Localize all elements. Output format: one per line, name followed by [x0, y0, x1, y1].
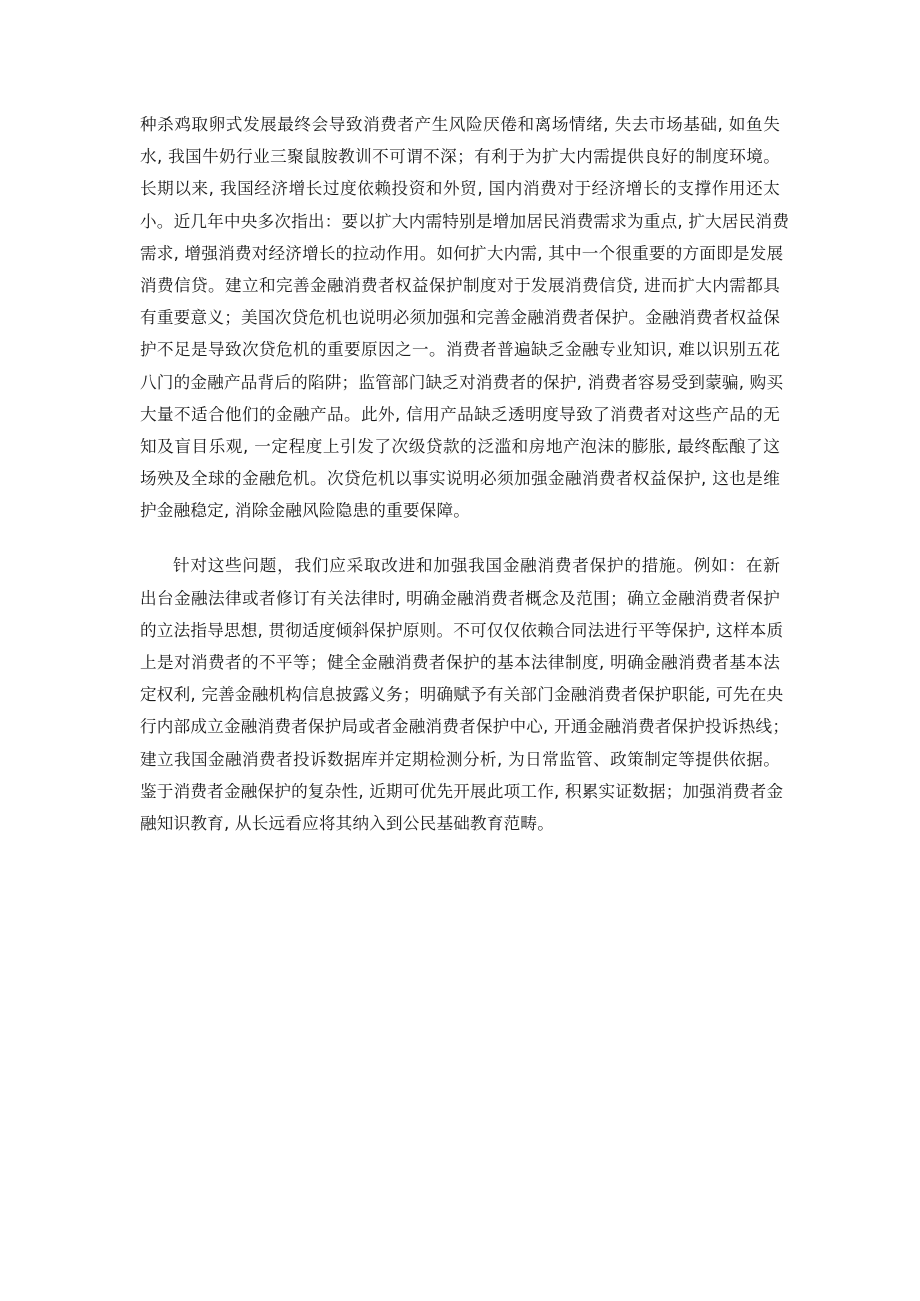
- text-line: 消费信贷。建立和完善金融消费者权益保护制度对于发展消费信贷, 进而扩大内需都具: [140, 275, 780, 295]
- text-line: 八门的金融产品背后的陷阱；监管部门缺乏对消费者的保护, 消费者容易受到蒙骗, 购买: [140, 372, 784, 392]
- text-line: 定权利, 完善金融机构信息披露义务；明确赋予有关部门金融消费者保护职能, 可先在央: [140, 685, 784, 705]
- text-line: 融知识教育, 从长远看应将其纳入到公民基础教育范畴。: [140, 813, 554, 833]
- text-line: 出台金融法律或者修订有关法律时, 明确金融消费者概念及范围；确立金融消费者保护: [140, 588, 780, 608]
- text-line: 针对这些问题，我们应采取改进和加强我国金融消费者保护的措施。例如：在新: [173, 556, 780, 576]
- text-line: 上是对消费者的不平等；健全金融消费者保护的基本法律制度, 明确金融消费者基本法: [140, 653, 780, 672]
- text-line: 护不足是导致次贷危机的重要原因之一。消费者普遍缺乏金融专业知识, 难以识别五花: [140, 340, 780, 360]
- text-line: 有重要意义；美国次贷危机也说明必须加强和完善金融消费者保护。金融消费者权益保: [140, 308, 780, 328]
- text-line: 的立法指导思想, 贯彻适度倾斜保护原则。不可仅仅依赖合同法进行平等保护, 这样本质: [140, 620, 784, 640]
- paragraph-2: [140, 550, 790, 840]
- text-line: 鉴于消费者金融保护的复杂性, 近期可优先开展此项工作, 积累实证数据；加强消费者金: [140, 781, 784, 801]
- paragraph-spacer: [140, 527, 780, 550]
- text-line: 长期以来, 我国经济增长过度依赖投资和外贸, 国内消费对于经济增长的支撑作用还太: [140, 179, 780, 199]
- text-line: 需求, 增强消费对经济增长的拉动作用。如何扩大内需, 其中一个很重要的方面即是发展: [140, 243, 784, 263]
- text-line: 护金融稳定, 消除金融风险隐患的重要保障。: [140, 501, 471, 521]
- text-line: 建立我国金融消费者投诉数据库并定期检测分析, 为日常监管、政策制定等提供依据。: [140, 749, 780, 769]
- document-body: [140, 109, 790, 840]
- text-line: 场殃及全球的金融危机。次贷危机以事实说明必须加强金融消费者权益保护, 这也是维: [140, 469, 780, 489]
- paragraph-1: [140, 109, 790, 527]
- text-line: 知及盲目乐观, 一定程度上引发了次级贷款的泛滥和房地产泡沫的膨胀, 最终酝酿了这: [140, 436, 780, 456]
- text-line: 行内部成立金融消费者保护局或者金融消费者保护中心, 开通金融消费者保护投诉热线；: [140, 717, 790, 737]
- text-line: 水, 我国牛奶行业三聚鼠胺教训不可谓不深；有利于为扩大内需提供良好的制度环境。: [140, 147, 780, 167]
- text-line: 小。近几年中央多次指出：要以扩大内需特别是增加居民消费需求为重点, 扩大居民消费: [140, 211, 790, 231]
- text-line: 大量不适合他们的金融产品。此外, 信用产品缺乏透明度导致了消费者对这些产品的无: [140, 404, 780, 424]
- text-line: 种杀鸡取卵式发展最终会导致消费者产生风险厌倦和离场情绪, 失去市场基础, 如鱼失: [140, 115, 780, 134]
